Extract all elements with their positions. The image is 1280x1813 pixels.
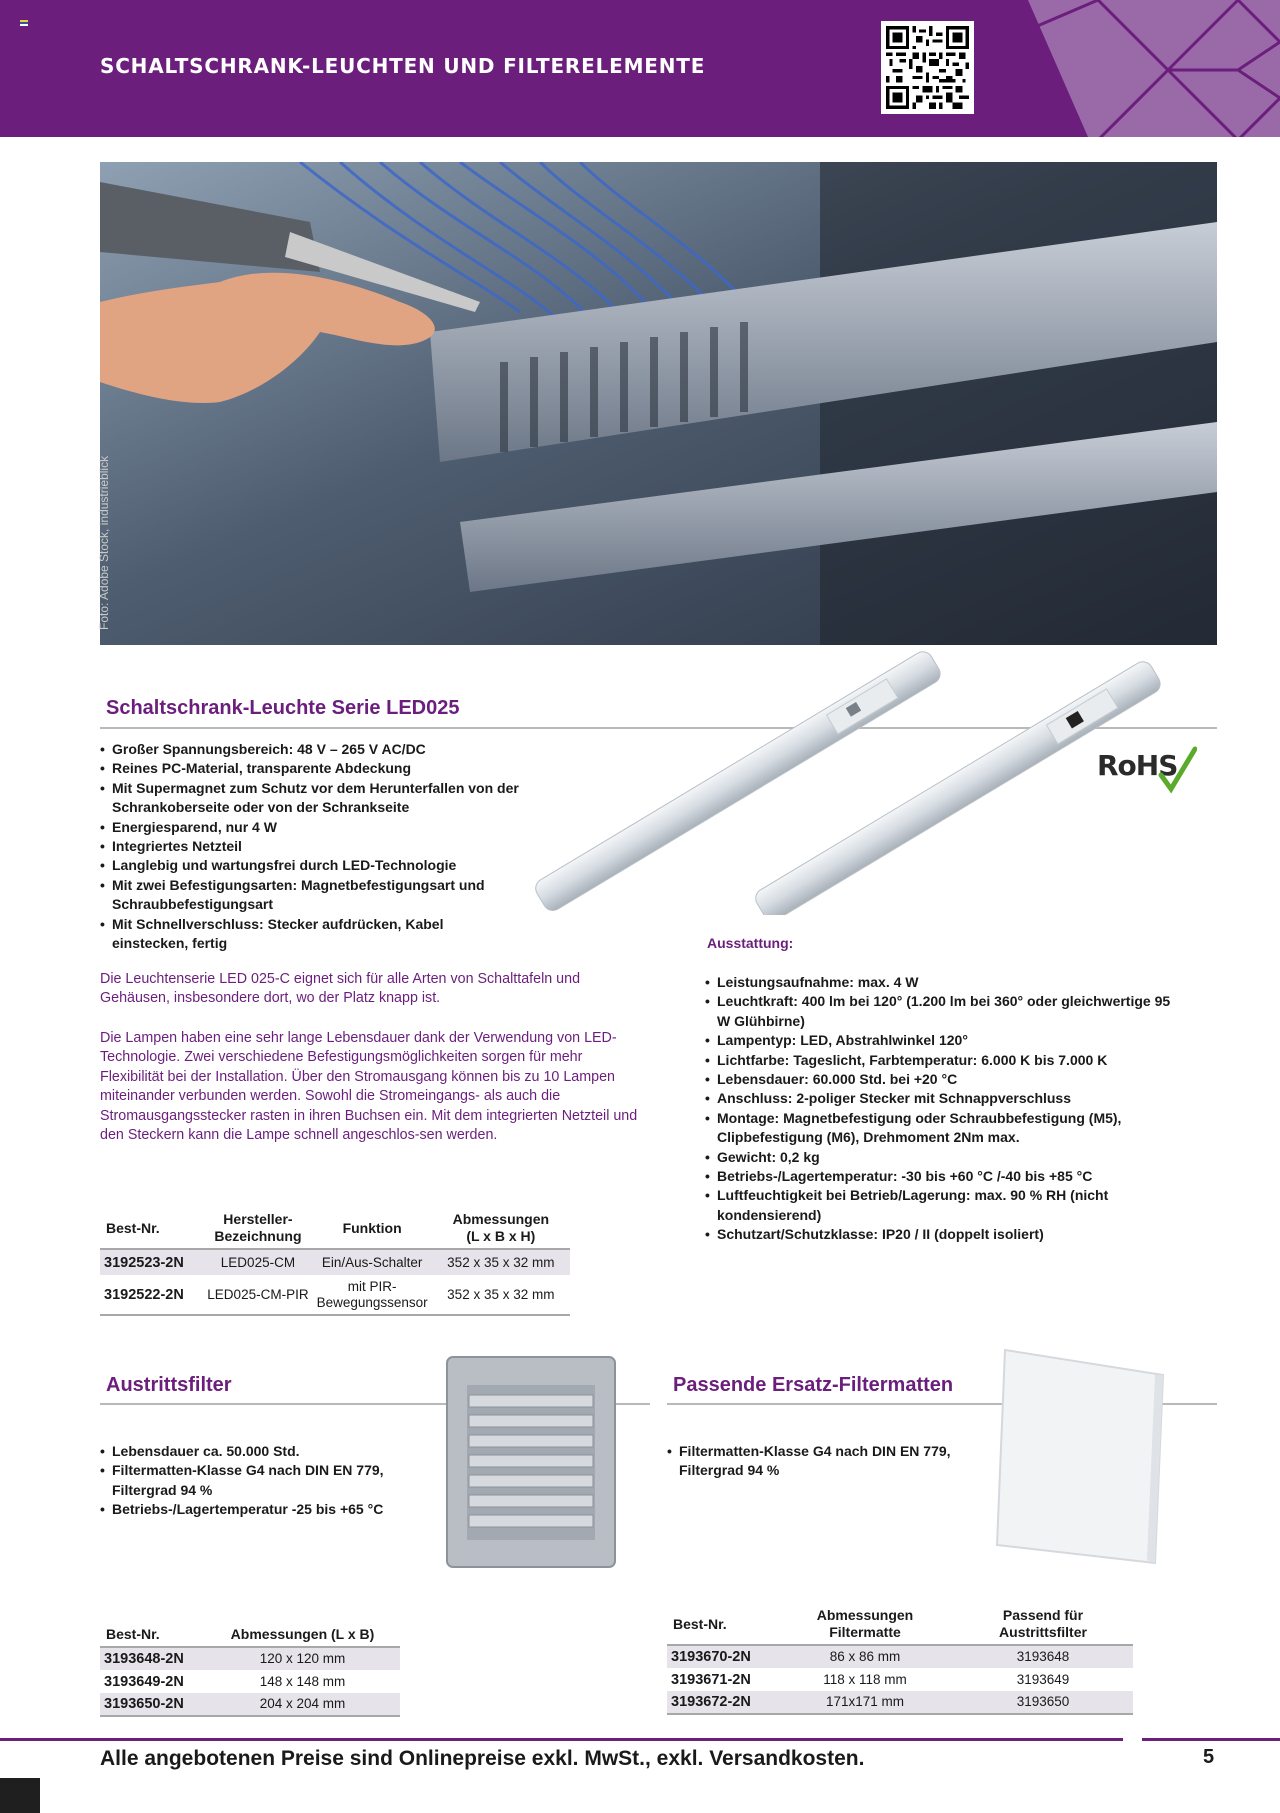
table-header: Best-Nr. [667, 1604, 777, 1645]
ausstattung-list [705, 973, 1185, 1245]
led-description-1: Die Leuchtenserie LED 025-C eignet sich für alle Arten von Schalttafeln und Gehäusen, insbesondere dort, wo der Platz knapp ist. [100, 971, 581, 1007]
ausstattung-title: Ausstattung: [707, 935, 794, 951]
list-item: • Energiesparend, nur 4 W [100, 818, 520, 837]
list-item: • Lebensdauer: 60.000 Std. bei +20 °C [705, 1070, 1185, 1089]
table-row: 3193648-2N 120 x 120 mm [100, 1647, 400, 1670]
list-item: • Filtermatten-Klasse G4 nach DIN EN 779, Filtergrad 94 % [667, 1442, 967, 1481]
austrittsfilter-table [100, 1623, 400, 1717]
section-title-led: Schaltschrank-Leuchte Serie LED025 [106, 697, 460, 719]
table-header: Best-Nr. [100, 1623, 205, 1647]
photo-credit: Foto: Adobe Stock, industrieblick [97, 455, 111, 630]
table-row: 3193649-2N 148 x 148 mm [104, 1673, 346, 1690]
list-item: • Langlebig und wartungsfrei durch LED-Technologie [100, 856, 520, 875]
table-header: Abmessungen (L x B x H) [432, 1208, 570, 1249]
hero-photo [100, 162, 1217, 645]
checkmark-icon [1157, 745, 1197, 795]
list-item: • Großer Spannungsbereich: 48 V – 265 V AC/DC [100, 740, 520, 759]
list-item: • Mit zwei Befestigungsarten: Magnetbefestigungsart und Schraubbefestigungsart [100, 876, 520, 915]
footer-price-note: Alle angebotenen Preise sind Onlinepreise exkl. MwSt., exkl. Versandkosten. [100, 1747, 865, 1770]
list-item: • Betriebs-/Lagertemperatur -25 bis +65 °C [100, 1500, 440, 1519]
table-row: 3192522-2N LED025-CM-PIR mit PIR- Bewegungssensor 352 x 35 x 32 mm [104, 1278, 555, 1310]
table-header: Best-Nr. [100, 1208, 203, 1249]
list-item: • Betriebs-/Lagertemperatur: -30 bis +60 °C /-40 bis +85 °C [705, 1167, 1185, 1186]
page-title: SCHALTSCHRANK-LEUCHTEN UND FILTERELEMENTE [100, 54, 706, 78]
table-row: 3193671-2N 118 x 118 mm 3193649 [671, 1671, 1070, 1688]
qr-code-icon [886, 26, 969, 109]
table-header: Hersteller- Bezeichnung [203, 1208, 312, 1249]
list-item: • Leuchtkraft: 400 lm bei 120° (1.200 lm bei 360° oder gleichwertige 95 W Glühbirne) [705, 992, 1185, 1031]
table-header-row [100, 1208, 570, 1249]
ersatz-table [667, 1604, 1133, 1715]
led-table [100, 1208, 570, 1316]
led-description-2: Die Lampen haben eine sehr lange Lebensdauer dank der Verwendung von LED-Technologie. Zwei verschiedene Befestigungsmöglichkeiten sorgen für mehr Flexibilität bei der Installation. Über den Stromausgang können bis zu 10 Lampen miteinander verbunden werden. Sowohl die Stromeingangs- als auch die Stromausgangsstecker rasten in ihren Buchsen ein. Mit dem integrierten Netzteil und den Steckern kann die Lampe schnell angeschlos-sen werden. [100, 1030, 638, 1144]
table-header: Abmessungen (L x B) [205, 1623, 400, 1647]
corner-mark [0, 1778, 40, 1813]
list-item: • Integriertes Netzteil [100, 837, 520, 856]
austrittsfilter-image [445, 1355, 620, 1575]
table-header: Funktion [313, 1208, 432, 1249]
table-header: Passend für Austrittsfilter [953, 1604, 1133, 1645]
filtermatte-image [995, 1345, 1165, 1565]
list-item: • Anschluss: 2-poliger Stecker mit Schnappverschluss [705, 1089, 1185, 1108]
list-item: • Schutzart/Schutzklasse: IP20 / II (doppelt isoliert) [705, 1225, 1185, 1244]
page-number: 5 [1203, 1746, 1215, 1768]
table-row: 3193670-2N 86 x 86 mm 3193648 [667, 1645, 1133, 1668]
page-header [0, 0, 1280, 137]
list-item: • Lebensdauer ca. 50.000 Std. [100, 1442, 440, 1461]
table-row: 3193672-2N 171x171 mm 3193650 [667, 1691, 1133, 1714]
header-diamond-pattern [1028, 0, 1280, 137]
list-item: • Mit Supermagnet zum Schutz vor dem Herunterfallen von der Schrankoberseite oder von der Schrankseite [100, 779, 520, 818]
footer-divider [1142, 1738, 1280, 1741]
list-item: • Reines PC-Material, transparente Abdeckung [100, 759, 520, 778]
led-features-list [100, 740, 520, 953]
table-row: 3192523-2N LED025-CM Ein/Aus-Schalter 352 x 35 x 32 mm [100, 1249, 570, 1275]
list-item: • Lichtfarbe: Tageslicht, Farbtemperatur: 6.000 K bis 7.000 K [705, 1051, 1185, 1070]
section-title-ersatz-filtermatten: Passende Ersatz-Filtermatten [673, 1374, 954, 1396]
flag-icon [20, 20, 28, 26]
list-item: • Filtermatten-Klasse G4 nach DIN EN 779, Filtergrad 94 % [100, 1461, 440, 1500]
austrittsfilter-features [100, 1442, 440, 1520]
ersatz-features [667, 1442, 967, 1481]
led-lamps-image [520, 585, 1180, 915]
table-header: Abmessungen Filtermatte [777, 1604, 953, 1645]
control-cabinet-photo [100, 162, 1217, 645]
section-title-austrittsfilter: Austrittsfilter [106, 1374, 232, 1396]
list-item: • Montage: Magnetbefestigung oder Schraubbefestigung (M5), Clipbefestigung (M6), Drehmoment 2Nm max. [705, 1109, 1185, 1148]
table-header-row [667, 1604, 1133, 1645]
rohs-logo: RoHS [1097, 745, 1197, 795]
table-row: 3193650-2N 204 x 204 mm [100, 1693, 400, 1716]
list-item: • Leistungsaufnahme: max. 4 W [705, 973, 1185, 992]
list-item: • Luftfeuchtigkeit bei Betrieb/Lagerung: max. 90 % RH (nicht kondensierend) [705, 1186, 1185, 1225]
list-item: • Gewicht: 0,2 kg [705, 1148, 1185, 1167]
list-item: • Mit Schnellverschluss: Stecker aufdrücken, Kabel einstecken, fertig [100, 915, 520, 954]
footer-divider [0, 1738, 1123, 1741]
qr-code[interactable] [881, 21, 974, 114]
list-item: • Lampentyp: LED, Abstrahlwinkel 120° [705, 1031, 1185, 1050]
table-header-row [100, 1623, 400, 1647]
